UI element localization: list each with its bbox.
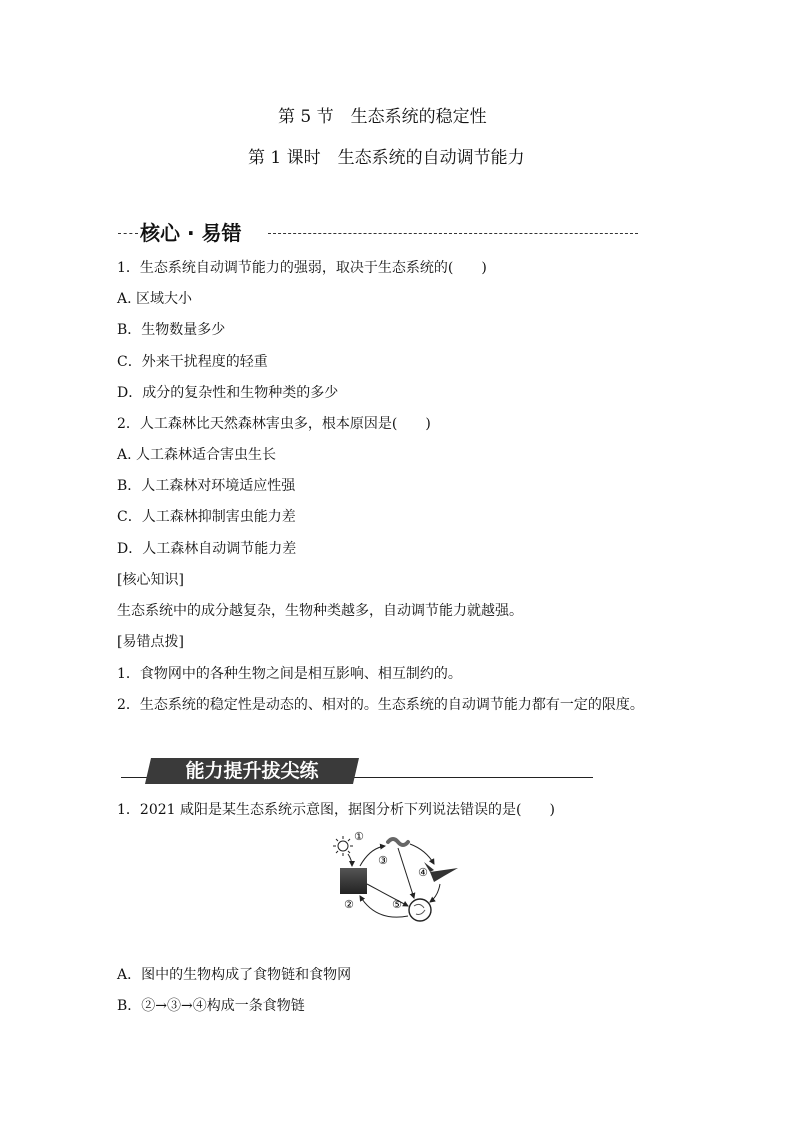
section-practice-header [121,756,593,786]
question-2-stem: 2．人工森林比天然森林害虫多，根本原因是( ) [117,416,431,432]
page-title: 第 5 节 生态系统的稳定性 [278,107,487,127]
decomposer-ball [409,899,431,921]
section-core-header [118,220,638,248]
figure-label-3: ③ [378,854,388,867]
practice-1-option-a: A．图中的生物构成了食物链和食物网 [117,967,352,983]
question-1-option-c: C．外来干扰程度的轻重 [117,354,268,370]
knowledge-text: 生态系统中的成分越复杂，生物种类越多，自动调节能力就越强。 [117,603,523,619]
arrow-caterpillar-to-decomposer [398,848,414,898]
figure-label-2: ② [344,898,354,911]
question-2-option-b: B．人工森林对环境适应性强 [117,478,296,494]
ecosystem-diagram [330,826,466,926]
question-1-option-d: D．成分的复杂性和生物种类的多少 [117,385,339,401]
figure-label-1: ① [354,830,364,843]
dashed-rule-left [118,233,138,234]
arrow-caterpillar-to-bird [410,844,434,864]
bird-icon [424,862,458,882]
tips-heading: [易错点拨] [117,634,184,650]
caterpillar-icon [388,839,408,845]
page-subtitle: 第 1 课时 生态系统的自动调节能力 [248,148,525,168]
arrow-sun-to-grass [348,854,352,866]
tips-item-1: 1．食物网中的各种生物之间是相互影响、相互制约的。 [117,666,462,682]
figure-label-4: ④ [418,866,428,879]
question-1-option-b: B．生物数量多少 [117,322,226,338]
sun-icon [333,836,353,856]
question-1-stem: 1．生态系统自动调节能力的强弱，取决于生态系统的( ) [117,260,487,276]
question-2-option-c: C．人工森林抑制害虫能力差 [117,509,296,525]
practice-1-stem: 1．2021 咸阳是某生态系统示意图，据图分析下列说法错误的是( ) [117,802,555,818]
question-1-option-a: A. 区域大小 [117,291,193,307]
question-2-option-a: A. 人工森林适合害虫生长 [117,447,277,463]
figure-label-5: ⑤ [392,898,402,911]
grass-image [340,868,367,894]
section-practice-label: 能力提升拔尖练 [185,760,319,782]
dashed-rule-right [268,233,638,234]
practice-1-option-b: B．②→③→④构成一条食物链 [117,998,305,1014]
question-2-option-d: D．人工森林自动调节能力差 [117,541,297,557]
section-core-label: 核心 · 易错 [140,221,242,245]
knowledge-heading: [核心知识] [117,572,184,588]
arrow-bird-to-decomposer [430,884,440,902]
tips-item-2: 2．生态系统的稳定性是动态的、相对的。生态系统的自动调节能力都有一定的限度。 [117,697,644,713]
